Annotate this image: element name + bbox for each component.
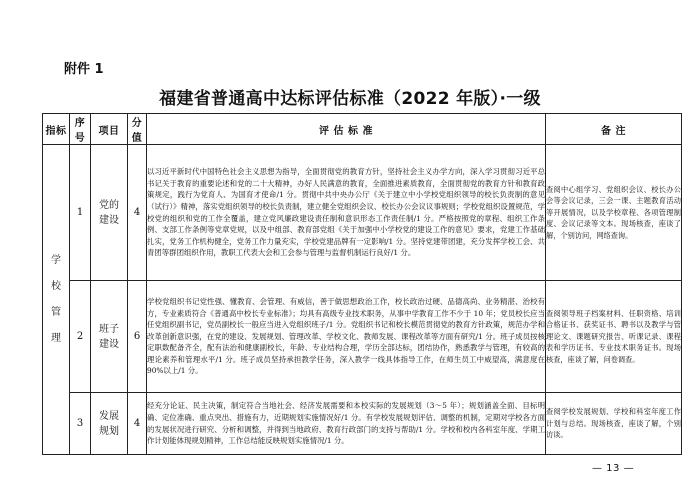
header-remark: 备 注 <box>546 114 682 145</box>
score-cell: 4 <box>128 145 147 281</box>
indicator-char: 校 <box>51 280 61 292</box>
seq-cell: 3 <box>70 393 91 455</box>
indicator-cell <box>43 145 70 455</box>
item-cell <box>91 393 128 455</box>
header-item: 项目 <box>91 114 128 145</box>
item-cell <box>91 145 128 281</box>
document-title: 福建省普通高中达标评估标准（2022 年版）·一级 <box>159 89 541 109</box>
table-row <box>43 281 682 393</box>
score-cell: 6 <box>128 281 147 393</box>
page-number: — 13 — <box>592 463 635 474</box>
item-line: 班子 <box>99 323 119 335</box>
standard-cell: 学校党组织书记党性强、懂教育、会管理、有威信，善于做思想政治工作，校长政治过硬、品德高尚、业务精湛、治校有方，专业素质符合《普通高中校长专业标准》；均具有高级专业技术职务，从事中学教育工作不少于 10 年；党员校长应当任党组织副书记，党员副校长一般应当进入党组织班子/1 分。党组织书记和校长模范贯彻党的教育方针政策，规范办学和改革创新意识强，在党的建设、发展规划、管理改革、学校文化、教师发展、课程改革等方面有研究/1 分。班子成员按核定职数配备齐全，配有法治和健康副校长，年龄、专业结构合理，学历全部达标，团结协作，熟悉教学与管理，有较高的理论素养和管理水平/1 分。班子成员坚持承担教学任务，深入教学一线具体指导工作，在师生员工中威望高，满意度在 90%以上/1 分。 <box>147 281 546 393</box>
seq-cell: 2 <box>70 281 91 393</box>
table-row <box>43 145 682 281</box>
standard-cell: 经充分论证、民主决策，制定符合当地社会、经济发展需要和本校实际的发展规划（3～5 年）；规划涵盖全面、目标明确、定位准确、重点突出、措施有力，近期规划实施情况好/1 分。有学校发展规划评估、调整的机制，定期对学校各方面的发展状况进行研究、分析和调整，并得到当地政府、教育行政部门的支持与帮助/1 分。学校和校内各科室年度、学期工作计划能体现规划精神，工作总结能反映规划实施情况/1 分。 <box>147 393 546 455</box>
remark-cell: 查阅中心组学习、党组织会议、校长办公会等会议记录，三会一课、主题教育活动等开展情况，以及学校章程、各项管理制度、会议记录等文本。现场核查，座谈了解，个别访问，网络查询。 <box>546 145 682 281</box>
item-line: 建设 <box>99 338 119 350</box>
header-indicator: 指标 <box>43 114 70 145</box>
indicator-char: 理 <box>51 332 61 344</box>
header-seq: 序号 <box>70 114 91 145</box>
item-line: 党的 <box>99 199 119 211</box>
remark-cell: 查阅学校发展规划、学校和科室年度工作计划与总结。现场核查，座谈了解，个别访谈。 <box>546 393 682 455</box>
indicator-char: 学 <box>51 254 61 266</box>
standard-cell: 以习近平新时代中国特色社会主义思想为指导，全面贯彻党的教育方针，坚持社会主义办学方向，深入学习贯彻习近平总书记关于教育的重要论述和党的二十大精神，办好人民满意的教育，全面推进素质教育，全面贯彻党的教育方针和教育政策规定，践行为党育人、为国育才使命/1 分。贯彻中共中央办公厅《关于建立中小学校党组织领导的校长负责制的意见（试行）》精神，落实党组织领导的校长负责制，建立健全党组织会议、校长办公会议议事规则；学校党组织设置规范，学校党的组织和党的工作全覆盖，建立党风廉政建设责任制和意识形态工作责任制/1 分。严格按照党的章程、组织工作条例、支部工作条例等党章党规，以及中组部、教育部党组《关于加强中小学校党的建设工作的意见》要求，党建工作基础扎实，党务工作机构健全，党务工作力量充实，学校党建品牌有一定影响/1 分。坚持党建带团建，充分发挥学校工会、共青团等群团组织作用，教职工代表大会和工会参与管理与监督机制运行良好/1 分。 <box>147 145 546 281</box>
item-line: 规划 <box>99 425 119 437</box>
header-score: 分值 <box>128 114 147 145</box>
score-cell: 4 <box>128 393 147 455</box>
table-header-row <box>43 114 682 145</box>
attachment-label: 附件 1 <box>64 62 104 77</box>
table-row <box>43 393 682 455</box>
remark-cell: 查阅领导班子档案材料、任职资格、培训合格证书、获奖证书、聘书以及教学与管理论文、课题研究报告、听课记录、课程表和学历证书、专业技术职务证书。现场核查，座谈了解，问卷调查。 <box>546 281 682 393</box>
seq-cell: 1 <box>70 145 91 281</box>
indicator-char: 管 <box>51 306 61 318</box>
item-line: 建设 <box>99 214 119 226</box>
header-standard: 评 估 标 准 <box>147 114 546 145</box>
item-line: 发展 <box>99 410 119 422</box>
item-cell <box>91 281 128 393</box>
evaluation-standard-table <box>42 113 682 455</box>
